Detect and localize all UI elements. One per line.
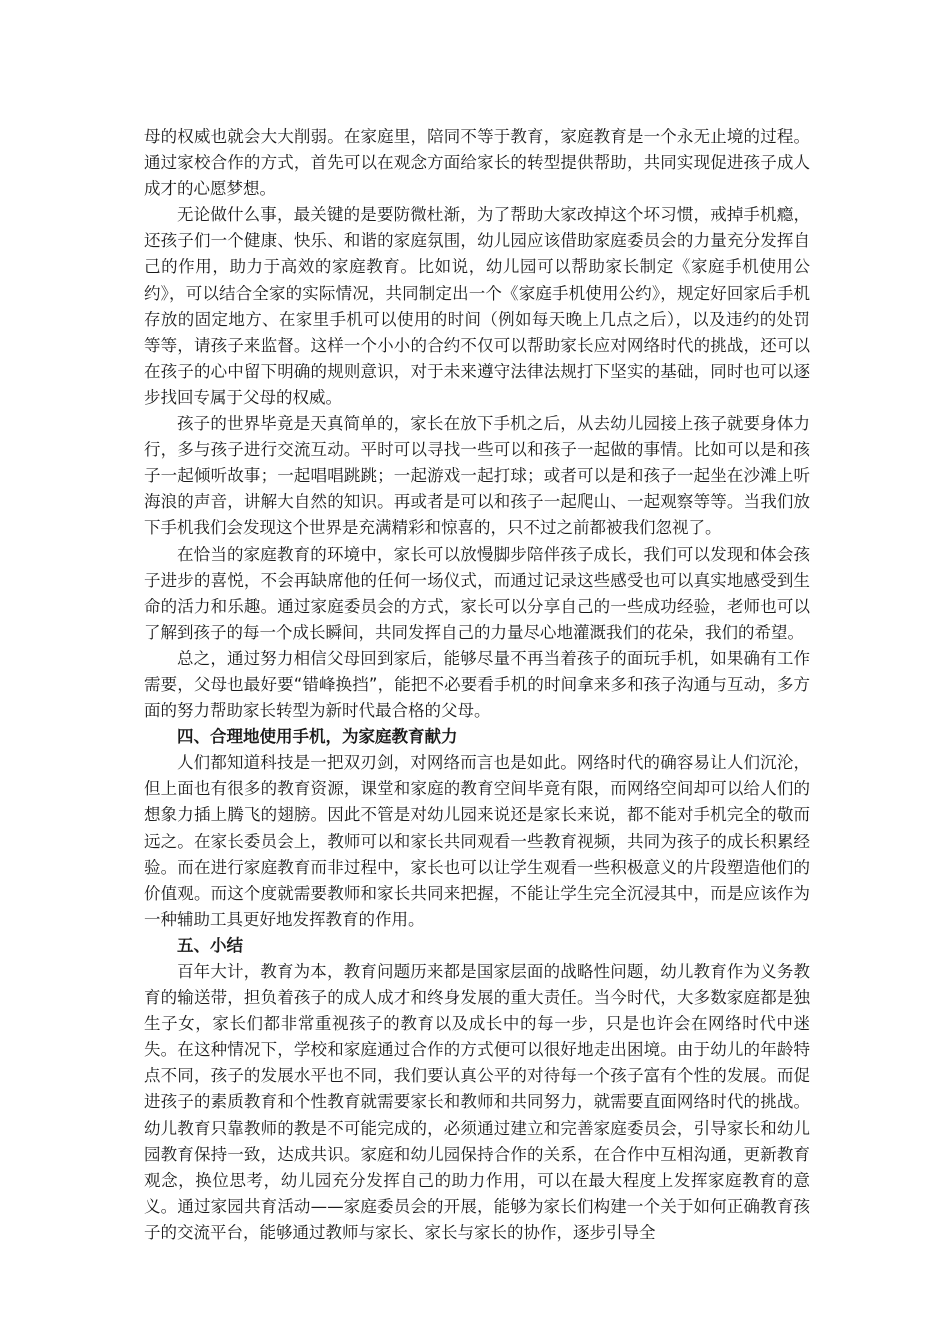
- paragraph-reasonable-use: 人们都知道科技是一把双刃剑，对网络而言也是如此。网络时代的确容易让人们沉沦，但上面也有很多的教育资源，课堂和家庭的教育空间毕竟有限，而网络空间却可以给人们的想象力插上腾飞的翅膀。因此不管是对幼儿园来说还是家长来说，都不能对手机完全的敬而远之。在家长委员会上，教师可以和家长共同观看一些教育视频，共同为孩子的成长积累经验。而在进行家庭教育而非过程中，家长也可以让学生观看一些积极意义的片段塑造他们的价值观。而这个度就需要教师和家长共同来把握，不能让学生完全沉浸其中，而是应该作为一种辅助工具更好地发挥教育的作用。: [144, 753, 810, 929]
- paragraph-continued: 母的权威也就会大大削弱。在家庭里，陪同不等于教育，家庭教育是一个永无止境的过程。通过家校合作的方式，首先可以在观念方面给家长的转型提供帮助，共同实现促进孩子成人成才的心愿梦想。: [144, 127, 810, 199]
- paragraph-interaction: 孩子的世界毕竟是天真简单的，家长在放下手机之后，从去幼儿园接上孩子就要身体力行，多与孩子进行交流互动。平时可以寻找一些可以和孩子一起做的事情。比如可以是和孩子一起倾听故事；一起唱唱跳跳；一起游戏一起打球；或者可以是和孩子一起坐在沙滩上听海浪的声音，讲解大自然的知识。再或者是可以和孩子一起爬山、一起观察等等。当我们放下手机我们会发现这个世界是充满精彩和惊喜的，只不过之前都被我们忽视了。: [144, 414, 810, 538]
- section-heading-5: 五、小结: [177, 935, 243, 955]
- paragraph-summary-parents: 总之，通过努力相信父母回到家后，能够尽量不再当着孩子的面玩手机，如果确有工作需要，父母也最好要“错峰换挡”，能把不必要看手机的时间拿来多和孩子沟通与互动，多方面的努力帮助家长转型为新时代最合格的父母。: [144, 648, 810, 721]
- document-page: [144, 124, 810, 1246]
- paragraph-phone-convention: 无论做什么事，最关键的是要防微杜渐，为了帮助大家改掉这个坏习惯，戒掉手机瘾，还孩子们一个健康、快乐、和谐的家庭氛围，幼儿园应该借助家庭委员会的力量充分发挥自己的作用，助力于高效的家庭教育。比如说，幼儿园可以帮助家长制定《家庭手机使用公约》，可以结合全家的实际情况，共同制定出一个《家庭手机使用公约》，规定好回家后手机存放的固定地方、在家里手机可以使用的时间（例如每天晚上几点之后），以及违约的处罚等等，请孩子来监督。这样一个小小的合约不仅可以帮助家长应对网络时代的挑战，还可以在孩子的心中留下明确的规则意识，对于未来遵守法律法规打下坚实的基础，同时也可以逐步找回专属于父母的权威。: [144, 205, 810, 407]
- paragraph-conclusion: 百年大计，教育为本，教育问题历来都是国家层面的战略性问题，幼儿教育作为义务教育的输送带，担负着孩子的成人成才和终身发展的重大责任。当今时代，大多数家庭都是独生子女，家长们都非常重视孩子的教育以及成长中的每一步，只是也许会在网络时代中迷失。在这种情况下，学校和家庭通过合作的方式便可以很好地走出困境。由于幼儿的年龄特点不同，孩子的发展水平也不同，我们要认真公平的对待每一个孩子富有个性的发展。而促进孩子的素质教育和个性教育就需要家长和教师和共同努力，就需要直面网络时代的挑战。幼儿教育只靠教师的教是不可能完成的，必须通过建立和完善家庭委员会，引导家长和幼儿园教育保持一致，达成共识。家庭和幼儿园保持合作的关系，在合作中互相沟通，更新教育观念，换位思考，幼儿园充分发挥自己的助力作用，可以在最大程度上发挥家庭教育的意义。通过家园共育活动——家庭委员会的开展，能够为家长们构建一个关于如何正确教育孩子的交流平台，能够通过教师与家长、家长与家长的协作，逐步引导全: [144, 962, 810, 1242]
- section-heading-4: 四、合理地使用手机，为家庭教育献力: [177, 727, 458, 747]
- paragraph-family-environment: 在恰当的家庭教育的环境中，家长可以放慢脚步陪伴孩子成长，我们可以发现和体会孩子进步的喜悦，不会再缺席他的任何一场仪式，而通过记录这些感受也可以真实地感受到生命的活力和乐趣。通过家庭委员会的方式，家长可以分享自己的一些成功经验，老师也可以了解到孩子的每一个成长瞬间，共同发挥自己的力量尽心地灌溉我们的花朵，我们的希望。: [144, 544, 810, 642]
